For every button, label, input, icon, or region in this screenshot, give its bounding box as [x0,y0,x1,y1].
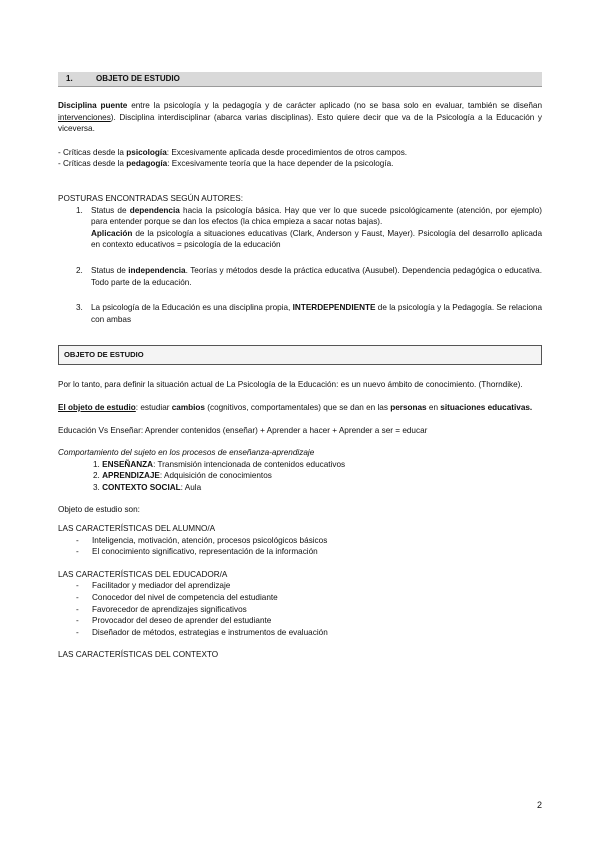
list-item [58,546,542,558]
intro-paragraph [58,100,542,135]
section-title: OBJETO DE ESTUDIO [96,74,180,83]
item-number: 2. [76,265,83,275]
critica-post: : Excesivamente teoría que la hace depender de la psicología. [167,159,394,169]
postura-item [58,265,542,288]
alumno-list [58,535,542,558]
objeto-son-line: Objeto de estudio son: [58,505,140,515]
critica-item [58,158,542,170]
comportamiento-list [58,459,542,494]
critica-pre: - Críticas desde la [58,159,127,169]
objeto-paragraph [58,402,542,414]
item-bold: independencia [128,265,186,275]
comp-bold: CONTEXTO SOCIAL [102,482,181,492]
intro-bold: Disciplina puente [58,101,128,110]
comp-text: : Transmisión intencionada de contenidos educativos [153,459,346,469]
list-item [58,535,542,547]
critica-bold: pedagogía [126,159,168,169]
item-bold: INTERDEPENDIENTE [292,303,376,313]
dash-marker: - [76,627,79,637]
objeto-label: El objeto de estudio [58,402,136,412]
objeto-bold: situaciones educativas. [440,402,533,412]
list-item [58,604,542,616]
item-text: Status de [91,205,130,215]
objeto-bold: personas [390,402,427,412]
postura-item [58,302,542,325]
list-item [58,580,542,592]
section-number: 1. [66,74,73,83]
item-number: 3. [76,303,83,313]
objeto-text: : estudiar [135,402,172,412]
educador-list [58,580,542,638]
intro-text-2: ). Disciplina interdisciplinar (abarca varias disciplinas). Esto quiere decir que va de la Psicología a la Educación y viceversa. [58,112,542,134]
item-text: hacia la psicología básica. Hay que ver lo que sucede psicológicamente (atención, por ejemplo) para entender porque se dan los efectos (la chica empieza a sacar notas bajas). [91,205,542,227]
list-item [58,615,542,627]
dash-marker: - [76,593,79,603]
alumno-heading: LAS CARACTERÍSTICAS DEL ALUMNO/A [58,524,216,534]
comportamiento-title [58,447,542,459]
item-text: . Teorías y métodos desde la práctica educativa (Ausubel). Dependencia pedagógica o educativa. Todo parte de la educación. [91,265,542,287]
objeto-bold: cambios [171,402,205,412]
dash-marker: - [76,535,79,545]
list-item-text: Diseñador de métodos, estrategias e instrumentos de evaluación [92,627,328,637]
criticas-list [58,147,542,170]
section-heading-bar [58,72,542,87]
comportamiento-item [93,482,542,494]
comp-bold: ENSEÑANZA [102,459,154,469]
objeto-text: en [426,402,441,412]
section-title: OBJETO DE ESTUDIO [64,350,144,360]
comp-text: : Adquisición de conocimientos [159,471,272,481]
item-text: La psicología de la Educación es una disciplina propia, [91,303,293,313]
comp-number: 2. [93,471,103,481]
item-text: de la psicología y la Pedagogía. Se relaciona con ambas [91,303,543,324]
list-item-text: El conocimiento significativo, representación de la información [92,547,318,557]
list-item-text: Conocedor del nivel de competencia del estudiante [92,593,278,603]
postura-item [58,205,542,251]
list-item-text: Favorecedor de aprendizajes significativos [92,604,247,614]
por-lo-tanto-paragraph: Por lo tanto, para definir la situación actual de La Psicología de la Educación: es un nuevo ámbito de conocimiento. (Thorndike). [58,380,523,390]
document-page [58,70,542,661]
comp-text: : Aula [180,482,202,492]
critica-item [58,147,542,159]
list-item [58,627,542,639]
educacion-vs-line: Educación Vs Enseñar: Aprender contenidos (enseñar) + Aprender a hacer + Aprender a ser = educar [58,425,428,435]
item-bold: dependencia [129,205,180,215]
section-heading-box [58,345,542,365]
intro-underlined: intervenciones [58,112,111,122]
item-text: de la psicología a situaciones educativas (Clark, Anderson y Faust, Mayer). Psicología del desarrollo aplicada en contexto educativos = psicología de la educación [91,228,542,250]
item-number: 1. [76,205,83,215]
educador-heading: LAS CARACTERÍSTICAS DEL EDUCADOR/A [58,569,228,579]
posturas-list [58,205,542,326]
list-item-text: Facilitador y mediador del aprendizaje [92,581,231,591]
comportamiento-item [93,459,542,471]
list-item [58,592,542,604]
dash-marker: - [76,581,79,591]
dash-marker: - [76,616,79,626]
critica-pre: - Críticas desde la [58,147,127,157]
comp-bold: APRENDIZAJE [102,471,160,481]
dash-marker: - [76,547,79,557]
contexto-heading: LAS CARACTERÍSTICAS DEL CONTEXTO [58,650,219,660]
dash-marker: - [76,604,79,614]
intro-text-1: entre la psicología y la pedagogía y de carácter aplicado (no se basa solo en evaluar, también se diseñan [127,101,543,110]
comportamiento-title-text: Comportamiento del sujeto en los procesos de enseñanza-aprendizaje [58,448,315,458]
list-item-text: Inteligencia, motivación, atención, procesos psicológicos básicos [92,535,328,545]
item-bold: Aplicación [91,228,133,238]
comp-number: 1. [93,459,103,469]
list-item-text: Provocador del deseo de aprender del estudiante [92,616,272,626]
comp-number: 3. [93,482,103,492]
posturas-heading: POSTURAS ENCONTRADAS SEGÚN AUTORES: [58,193,244,203]
critica-post: : Excesivamente aplicada desde procedimientos de otros campos. [166,147,408,157]
critica-bold: psicología [126,147,167,157]
item-text: Status de [91,265,129,275]
objeto-text: (cognitivos, comportamentales) que se dan en las [204,402,391,412]
comportamiento-item [93,470,542,482]
page-number: 2 [536,800,542,810]
